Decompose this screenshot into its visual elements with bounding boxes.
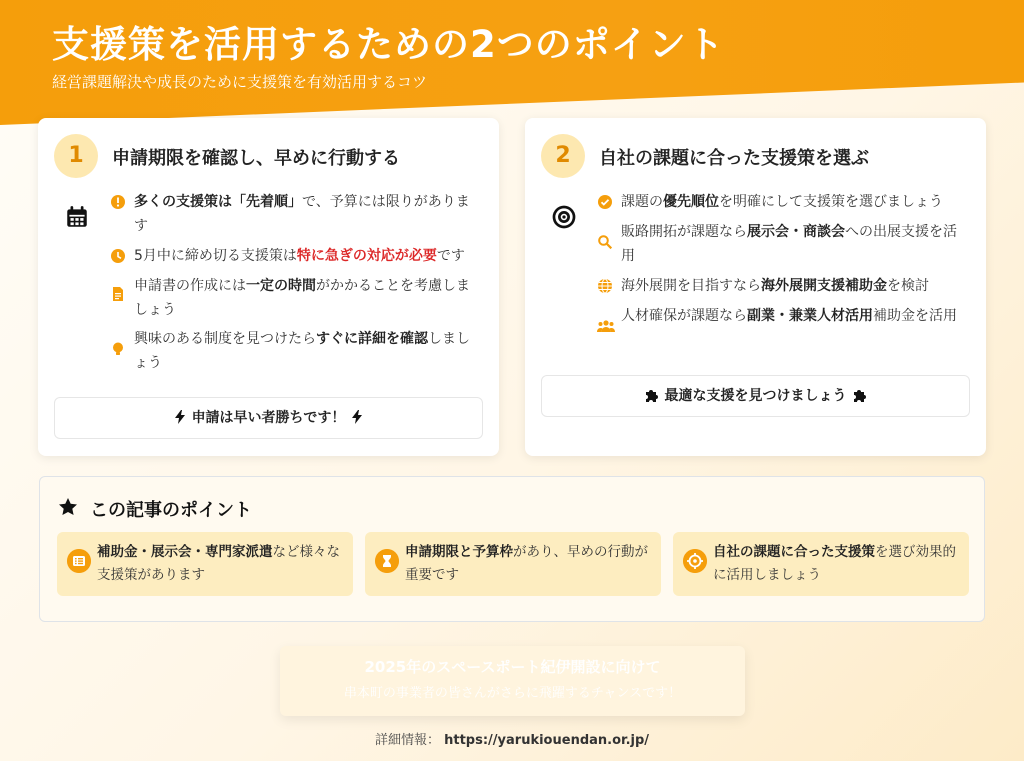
list-item bbox=[110, 244, 482, 268]
search-icon bbox=[597, 234, 613, 250]
check-circle-icon bbox=[597, 194, 613, 210]
point-text: があり、早めの行動が重要です bbox=[405, 544, 648, 583]
point-emphasis: 申請期限と予算枠 bbox=[405, 544, 513, 560]
item-emphasis: 海外展開支援補助金 bbox=[761, 278, 887, 294]
summary-point bbox=[57, 532, 353, 596]
item-text: 興味のある制度を見つけたら bbox=[134, 331, 316, 347]
item-text: 海外展開を目指すなら bbox=[621, 278, 761, 294]
footer-label: 詳細情報： bbox=[374, 733, 440, 748]
item-emphasis: 多くの支援策は「先着順」 bbox=[134, 194, 302, 210]
item-text: 販路開拓が課題なら bbox=[621, 224, 747, 240]
list-icon bbox=[67, 549, 91, 573]
hourglass-icon bbox=[375, 549, 399, 573]
item-text: 5月中に締め切る支援策は bbox=[134, 248, 297, 264]
point-text: など様々な支援策があります bbox=[97, 544, 340, 583]
find-support-button[interactable] bbox=[541, 375, 970, 417]
list-item bbox=[110, 327, 482, 375]
list-item bbox=[110, 190, 482, 238]
item-emphasis: すぐに詳細を確認 bbox=[316, 331, 428, 347]
star-icon bbox=[58, 497, 78, 517]
item-text: を検討 bbox=[887, 278, 929, 294]
item-emphasis: 副業・兼業人材活用 bbox=[747, 308, 873, 324]
item-urgent-emphasis: 特に急ぎの対応が必要 bbox=[296, 248, 437, 264]
item-text: への出展支援を活用 bbox=[621, 224, 957, 264]
item-emphasis: 優先順位 bbox=[663, 194, 719, 210]
summary-point bbox=[673, 532, 969, 596]
apply-early-button-label: 申請は早い者勝ちです！ bbox=[191, 410, 346, 426]
lightning-icon bbox=[174, 410, 186, 424]
point-card-title: 申請期限を確認し、早めに行動する bbox=[112, 148, 400, 169]
list-item bbox=[597, 190, 969, 214]
list-item bbox=[110, 274, 482, 322]
lightning-icon bbox=[351, 410, 363, 424]
point-card-2 bbox=[525, 118, 986, 456]
crosshair-icon bbox=[683, 549, 707, 573]
list-item bbox=[597, 304, 969, 328]
page-title: 支援策を活用するための2つのポイント bbox=[52, 23, 725, 66]
summary-title: この記事のポイント bbox=[90, 500, 252, 521]
item-emphasis: 展示会・商談会 bbox=[747, 224, 845, 240]
item-text: 人材確保が課題なら bbox=[621, 308, 747, 324]
puzzle-icon bbox=[645, 388, 659, 402]
exclamation-circle-icon bbox=[110, 194, 126, 210]
footer bbox=[0, 729, 1024, 748]
item-text: 課題の bbox=[621, 194, 663, 210]
point-emphasis: 自社の課題に合った支援策 bbox=[713, 544, 875, 560]
puzzle-icon bbox=[853, 388, 867, 402]
item-text: を明確にして支援策を選びましょう bbox=[719, 194, 943, 210]
find-support-button-label: 最適な支援を見つけましょう bbox=[664, 388, 847, 404]
target-icon bbox=[551, 204, 577, 230]
item-text: です bbox=[436, 248, 465, 264]
promo-banner-line1: 2025年のスペースポート紀伊開設に向けて bbox=[364, 658, 661, 676]
page-subtitle: 経営課題解決や成長のために支援策を有効活用するコツ bbox=[52, 73, 428, 91]
promo-banner-line2: 串本町の事業者の皆さんがさらに飛躍するチャンスです！ bbox=[343, 686, 682, 701]
point-number-badge: 1 bbox=[54, 134, 98, 178]
point-card-title: 自社の課題に合った支援策を選ぶ bbox=[599, 148, 869, 169]
lightbulb-icon bbox=[110, 341, 126, 357]
calendar-icon bbox=[64, 204, 90, 230]
point-number-badge: 2 bbox=[541, 134, 585, 178]
summary-point bbox=[365, 532, 661, 596]
item-text: しましょう bbox=[134, 331, 470, 371]
point-card-1 bbox=[38, 118, 499, 456]
list-item bbox=[597, 220, 969, 268]
item-text: がかかることを考慮しましょう bbox=[134, 278, 470, 318]
item-text: 申請書の作成には bbox=[134, 278, 246, 294]
footer-url-link[interactable]: https://yarukiouendan.or.jp/ bbox=[444, 733, 650, 748]
document-icon bbox=[110, 286, 126, 302]
apply-early-button[interactable] bbox=[54, 397, 483, 439]
article-summary-box bbox=[39, 476, 985, 622]
point-text: を選び効果的に活用しましょう bbox=[713, 544, 956, 583]
item-text: 補助金を活用 bbox=[873, 308, 957, 324]
globe-icon bbox=[597, 278, 613, 294]
item-emphasis: 一定の時間 bbox=[246, 278, 316, 294]
item-text: で、予算には限りがあります bbox=[134, 194, 470, 234]
point-emphasis: 補助金・展示会・専門家派遣 bbox=[97, 544, 273, 560]
list-item bbox=[597, 274, 969, 298]
clock-icon bbox=[110, 248, 126, 264]
users-icon bbox=[597, 318, 615, 334]
promo-banner bbox=[280, 646, 745, 716]
